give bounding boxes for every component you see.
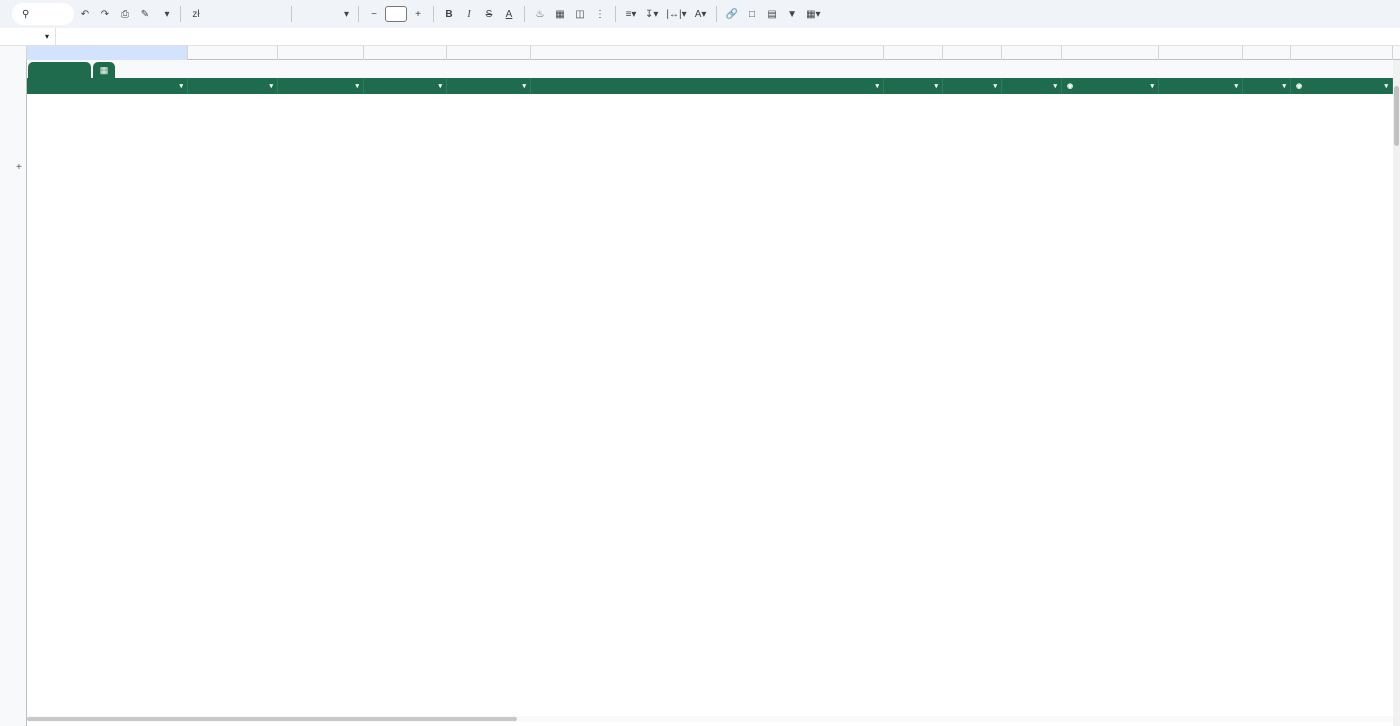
toolbar xyxy=(0,0,1400,28)
paint-format-icon[interactable]: ✎ xyxy=(140,8,150,20)
header-netto[interactable] xyxy=(884,78,943,94)
divider xyxy=(524,6,525,22)
chevron-down-icon[interactable]: ▾ xyxy=(438,83,442,90)
decrease-decimal-button[interactable] xyxy=(227,3,245,25)
divider xyxy=(615,6,616,22)
vertical-scroll-thumb[interactable] xyxy=(1394,86,1399,146)
header-pozycje[interactable] xyxy=(531,78,884,94)
chevron-down-icon[interactable]: ▾ xyxy=(1384,83,1388,90)
fill-color-icon[interactable]: ♨ xyxy=(535,8,545,20)
percent-format-button[interactable] xyxy=(207,3,225,25)
search-icon: ⚲ xyxy=(22,8,30,20)
chevron-down-icon[interactable]: ▾ xyxy=(875,83,879,90)
redo-icon[interactable]: ↷ xyxy=(100,8,110,20)
column-header-e[interactable] xyxy=(447,46,531,60)
insert-link-icon[interactable]: 🔗 xyxy=(725,8,739,20)
filter-views-icon[interactable]: ▦▾ xyxy=(806,8,821,20)
column-header-i[interactable] xyxy=(1002,46,1062,60)
column-header-g[interactable] xyxy=(884,46,943,60)
column-header-f[interactable] xyxy=(531,46,884,60)
chevron-down-icon[interactable]: ▾ xyxy=(934,83,938,90)
header-forma-platnosci[interactable] xyxy=(1062,78,1159,94)
chevron-down-icon[interactable]: ▾ xyxy=(1234,83,1238,90)
row-gutter xyxy=(0,60,27,726)
horizontal-scroll-thumb[interactable] xyxy=(27,717,517,721)
chevron-down-icon[interactable]: ▾ xyxy=(269,83,273,90)
strikethrough-icon[interactable]: S xyxy=(485,8,493,20)
dropdown-type-icon: ◉ xyxy=(1296,83,1303,90)
column-headers xyxy=(0,46,1400,60)
divider xyxy=(291,6,292,22)
chevron-down-icon[interactable]: ▾ xyxy=(179,83,183,90)
divider xyxy=(180,6,181,22)
more-formats-button[interactable] xyxy=(267,3,285,25)
vertical-align-icon[interactable]: ↧▾ xyxy=(645,8,659,20)
zoom-select[interactable] xyxy=(156,3,174,25)
chevron-down-icon[interactable]: ▾ xyxy=(522,83,526,90)
chevron-down-icon: ▾ xyxy=(164,8,170,20)
add-row-icon[interactable]: + xyxy=(16,162,22,173)
column-header-k[interactable] xyxy=(1159,46,1243,60)
font-size-decrease-icon[interactable]: − xyxy=(371,8,377,20)
divider xyxy=(716,6,717,22)
chevron-down-icon: ▾ xyxy=(343,8,349,20)
font-select[interactable] xyxy=(298,3,352,25)
header-data-wystawienia[interactable] xyxy=(278,78,364,94)
borders-icon[interactable]: ▦ xyxy=(555,8,565,20)
vertical-scrollbar[interactable] xyxy=(1393,60,1400,726)
font-size-input[interactable] xyxy=(385,6,407,22)
text-rotation-icon[interactable]: A▾ xyxy=(694,8,707,20)
name-box[interactable] xyxy=(0,28,56,46)
chevron-down-icon: ▾ xyxy=(44,32,49,41)
formula-bar xyxy=(0,28,1400,46)
horizontal-align-icon[interactable]: ≡▾ xyxy=(625,8,637,20)
column-header-h[interactable] xyxy=(943,46,1002,60)
header-typ-faktury[interactable] xyxy=(447,78,531,94)
chevron-down-icon[interactable]: ▾ xyxy=(1150,83,1154,90)
currency-format-icon[interactable]: zł xyxy=(192,8,200,20)
divider xyxy=(358,6,359,22)
merge-cells-icon[interactable]: ◫ xyxy=(575,8,585,20)
font-size-increase-icon[interactable]: + xyxy=(415,8,421,20)
column-header-d[interactable] xyxy=(364,46,447,60)
print-icon[interactable]: ⎙ xyxy=(121,8,129,20)
text-wrap-icon[interactable]: |↔|▾ xyxy=(666,8,687,20)
chevron-down-icon[interactable]: ▾ xyxy=(1282,83,1286,90)
insert-comment-icon[interactable]: □ xyxy=(749,8,756,20)
header-vat[interactable] xyxy=(943,78,1002,94)
column-header-l[interactable] xyxy=(1243,46,1291,60)
header-czy-oplacona[interactable] xyxy=(1291,78,1393,94)
header-data-sprzedazy[interactable] xyxy=(364,78,447,94)
divider xyxy=(433,6,434,22)
chevron-down-icon[interactable]: ▾ xyxy=(1053,83,1057,90)
functions-button[interactable] xyxy=(826,3,844,25)
undo-icon[interactable]: ↶ xyxy=(80,8,90,20)
column-header-a[interactable] xyxy=(27,46,188,60)
header-nr-faktury[interactable] xyxy=(188,78,278,94)
column-header-m[interactable] xyxy=(1291,46,1393,60)
select-all-corner[interactable] xyxy=(0,46,27,60)
header-nr-ksef[interactable] xyxy=(27,78,188,94)
header-termin-platnosci[interactable] xyxy=(1159,78,1243,94)
chevron-down-icon[interactable]: ▾ xyxy=(355,83,359,90)
column-header-j[interactable] xyxy=(1062,46,1159,60)
column-header-b[interactable] xyxy=(188,46,278,60)
table-header-row xyxy=(27,78,1393,94)
dropdown-type-icon: ◉ xyxy=(1067,83,1074,90)
italic-icon[interactable]: I xyxy=(467,8,471,20)
column-header-c[interactable] xyxy=(278,46,364,60)
table-bar xyxy=(0,60,1400,78)
menu-search-button[interactable] xyxy=(12,3,74,25)
table-menu-icon[interactable]: ▦ xyxy=(93,62,115,78)
header-brutto[interactable] xyxy=(1002,78,1062,94)
text-color-icon[interactable]: A xyxy=(505,8,513,20)
insert-chart-icon[interactable]: ▤ xyxy=(767,8,777,20)
table-name-tab[interactable] xyxy=(28,62,91,78)
chevron-down-icon[interactable]: ▾ xyxy=(993,83,997,90)
more-icon[interactable]: ⋮ xyxy=(595,8,605,20)
bold-icon[interactable]: B xyxy=(445,8,453,20)
filter-icon[interactable]: ▼ xyxy=(787,8,798,20)
increase-decimal-button[interactable] xyxy=(247,3,265,25)
header-waluta[interactable] xyxy=(1243,78,1291,94)
